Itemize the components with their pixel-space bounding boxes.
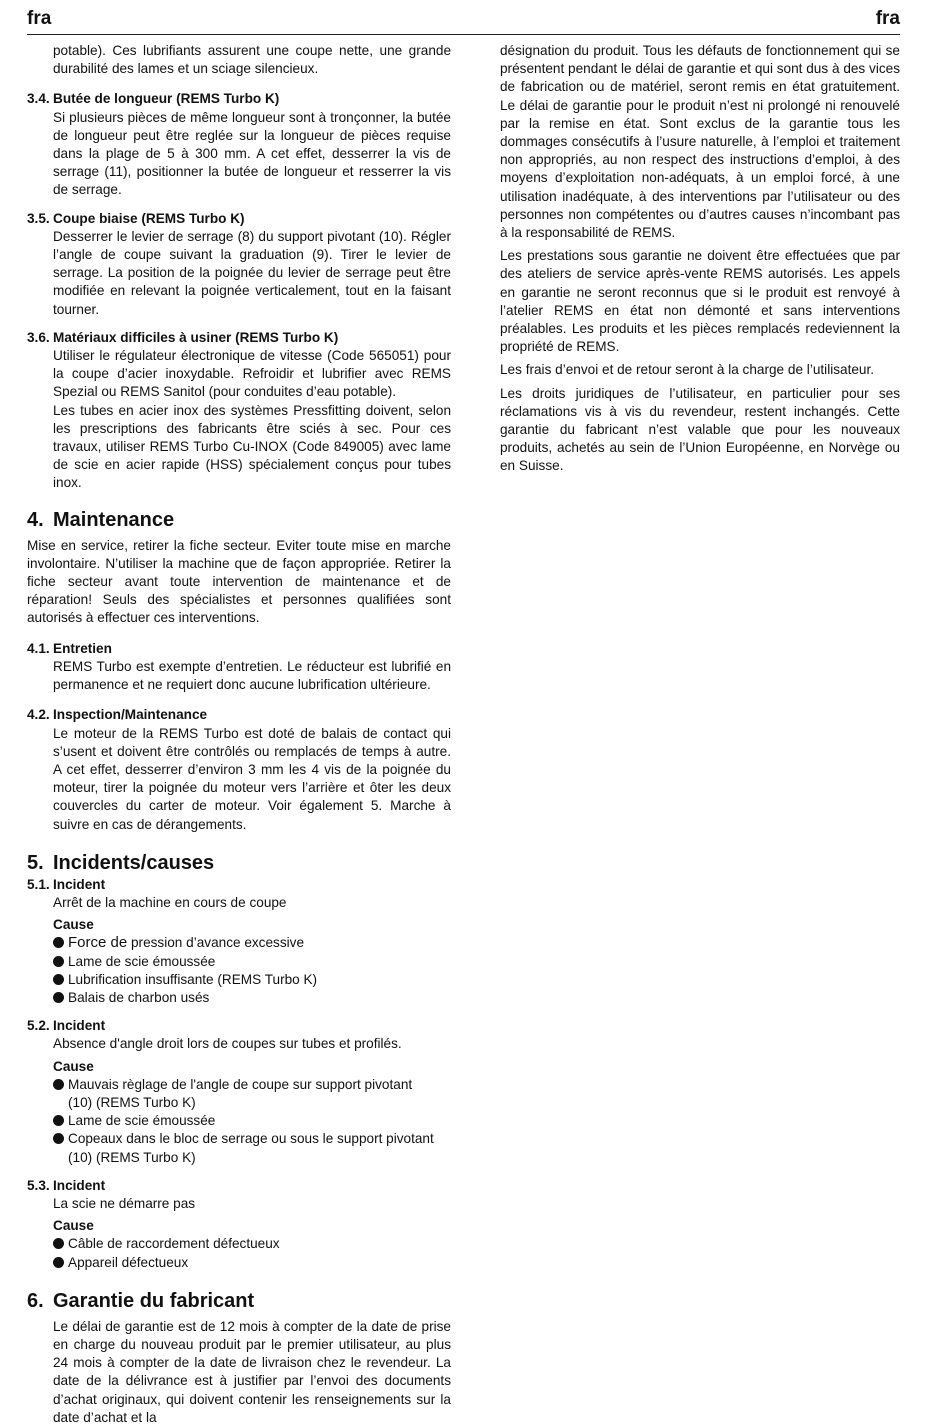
- bullet-icon: [53, 937, 64, 948]
- list-item: Câble de raccordement défectueux: [27, 1235, 451, 1253]
- list-item: Mauvais règlage de l'angle de coupe sur support pivotant (10) (REMS Turbo K): [27, 1076, 451, 1112]
- section-5-2-cause-label: Cause: [53, 1058, 94, 1074]
- section-4-heading: 4. Maintenance: [27, 508, 175, 531]
- section-4-2-heading: 4.2. Inspection/Maintenance: [27, 707, 208, 723]
- list-item: Copeaux dans le bloc de serrage ou sous le support pivotant (10) (REMS Turbo K): [27, 1130, 451, 1166]
- section-3-6-text-1: Utiliser le régulateur électronique de vitesse (Code 565051) pour la coupe d’acier inoxydable. Refroidir et lubrifier avec REMS Spezial ou REMS Sanitol (pour conduites d’eau potable).: [53, 348, 451, 400]
- section-3-4-heading: 3.4. Butée de longueur (REMS Turbo K): [27, 91, 280, 107]
- section-4-1-heading: 4.1. Entretien: [27, 640, 112, 656]
- section-5-1-heading: 5.1. Incident: [27, 876, 106, 892]
- list-item: Lubrification insuffisante (REMS Turbo K): [27, 971, 451, 989]
- bullet-icon: [53, 1257, 64, 1268]
- section-3-4-text: Si plusieurs pièces de même longueur sont à tronçonner, la butée de longueur peut être reglée sur la longueur de pièces requise dans la plage de 5 à 300 mm. A cet effet, desserrer la vis de serrage (11), positionner la butée de longueur et resserrer la vis de serrage.: [53, 109, 451, 198]
- section-5-1-text: Arrêt de la machine en cours de coupe: [53, 894, 287, 910]
- warranty-paragraph-1: désignation du produit. Tous les défauts de fonctionnement qui se présentent pendant le délai de garantie et qui sont dus à des vices de fabrication ou de matériel, seront remis en état gratuitement. Le délai de garantie pour le produit n’est ni prolongé ni renouvelé par la remise en état. Sont exclus de la garantie tous les dommages consécutifs à l’usure naturelle, à l’emploi et traitement non appropriés, au non respect des instructions d’emploi, à des moyens d’exploitation non-adéquats, à un emploi forcé, à une utilisation inadéquate, à des interventions par l’utilisateur ou des personnes non compétentes ou d’autres causes n’incombant pas à la responsabilité de REMS.: [500, 43, 900, 241]
- left-column: [27, 42, 451, 1427]
- section-5-3-cause-label: Cause: [53, 1218, 94, 1234]
- list-item: Lame de scie émoussée: [27, 953, 451, 971]
- section-6-text: Le délai de garantie est de 12 mois à compter de la date de prise en charge du nouveau produit par le premier utilisateur, au plus 24 mois à compter de la date de livraison chez le revendeur. La date de la délivrance est à justifier par l’envoi des documents d’achat originaux, qui doivent contenir les renseignements sur la date d’achat et la: [53, 1318, 451, 1425]
- list-item: Balais de charbon usés: [27, 989, 451, 1007]
- warranty-paragraph-4: Les droits juridiques de l’utilisateur, en particulier pour ses réclamations vis à vis du revendeur, restent inchangés. Cette garantie du fabricant n’est valable que pour les nouveaux produits, achetés au sein de l’Union Européenne, en Norvège ou en Suisse.: [500, 385, 900, 474]
- section-5-heading: 5. Incidents/causes: [27, 851, 215, 874]
- section-5-2-heading: 5.2. Incident: [27, 1018, 106, 1034]
- section-4-text: Mise en service, retirer la fiche secteur. Eviter toute mise en marche involontaire. N’utiliser la machine que de façon appropriée. Retirer la fiche secteur avant toute intervention de maintenance et de réparation! Seuls des spécialistes et personnes qualifiées sont autorisés à effectuer ces interventions.: [27, 537, 451, 626]
- list-item: Lame de scie émoussée: [27, 1112, 451, 1130]
- section-4-1-text: REMS Turbo est exempte d’entretien. Le réducteur est lubrifié en permanence et ne requiert donc aucune lubrification ultérieure.: [53, 658, 451, 693]
- section-3-6-text-2: Les tubes en acier inox des systèmes Pressfitting doivent, selon les prescriptions des fabricants être sciés à sec. Pour ces travaux, utiliser REMS Turbo Cu-INOX (Code 849005) avec lame de scie en acier rapide (HSS) spécialement conçus pour tubes inox.: [53, 402, 451, 491]
- list-item: Appareil défectueux: [27, 1254, 451, 1272]
- intro-paragraph: potable). Ces lubrifiants assurent une coupe nette, une grande durabilité des lames et un sciage silencieux.: [53, 43, 451, 77]
- section-5-3-text: La scie ne démarre pas: [53, 1195, 196, 1211]
- header-language-right: fra: [875, 8, 900, 29]
- bullet-icon: [53, 974, 64, 985]
- warranty-paragraph-3: Les frais d’envoi et de retour seront à la charge de l’utilisateur.: [500, 362, 875, 378]
- section-4-2-text: Le moteur de la REMS Turbo est doté de balais de contact qui s’usent et doivent être contrôlés ou remplacés de temps à autre. A cet effet, desserrer d’environ 3 mm les 4 vis de la poignée du moteur, tirer la poignée du moteur vers l’arrière et ôter les deux couvercles du carter de moteur. Voir également 5. Marche à suivre en cas de dérangements.: [53, 725, 451, 832]
- bullet-icon: [53, 1238, 64, 1249]
- section-3-6-heading: 3.6. Matériaux difficiles à usiner (REMS Turbo K): [27, 329, 339, 345]
- bullet-icon: [53, 956, 64, 967]
- warranty-paragraph-2: Les prestations sous garantie ne doivent être effectuées que par des ateliers de service après-vente REMS autorisés. Les appels en garantie ne seront reconnus que si le produit est renvoyé à l’atelier REMS en état non démonté et sans interventions préalables. Les produits et les pièces remplacés redeviennent la propriété de REMS.: [500, 248, 900, 355]
- list-item: Force de pression d’avance excessive: [27, 934, 451, 952]
- section-5-2-text: Absence d'angle droit lors de coupes sur tubes et profilés.: [53, 1036, 402, 1052]
- bullet-icon: [53, 1133, 64, 1144]
- section-3-5-heading: 3.5. Coupe biaise (REMS Turbo K): [27, 210, 245, 226]
- bullet-icon: [53, 1079, 64, 1090]
- bullet-icon: [53, 992, 64, 1003]
- bullet-icon: [53, 1115, 64, 1126]
- right-column: [500, 42, 900, 481]
- header-rule: [27, 34, 900, 35]
- section-3-5-text: Desserrer le levier de serrage (8) du support pivotant (10). Régler l’angle de coupe suivant la graduation (9). Tirer le levier de serrage. La position de la poignée du levier de serrage peut être modifiée en relevant la poignée verticalement, tout en la faisant tourner.: [53, 228, 451, 317]
- section-5-1-cause-label: Cause: [53, 917, 94, 933]
- section-6-heading: 6. Garantie du fabricant: [27, 1289, 255, 1312]
- header-language-left: fra: [27, 8, 52, 29]
- section-5-3-heading: 5.3. Incident: [27, 1177, 106, 1193]
